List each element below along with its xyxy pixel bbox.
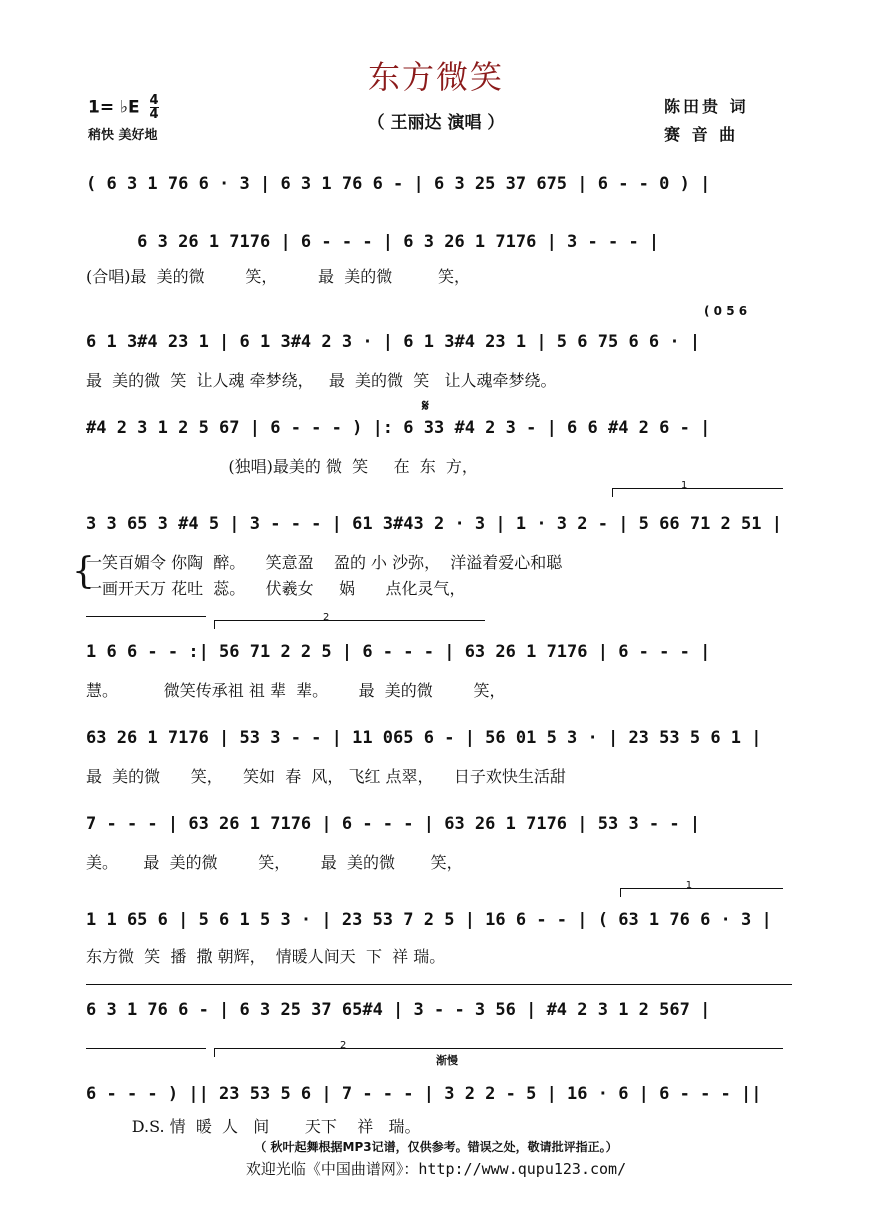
lyric-row-9: 东方微 笑 播 撒 朝辉， 情暖人间天 下 祥 瑞。 <box>86 947 446 966</box>
notation-row-8: 7 - - - | 63 26 1 7176 | 6 - - - | 63 26 1 7176 | 53 3 - - | <box>86 814 701 834</box>
lyric-row-5-verse-1: 一笑百媚令 你陶 醉。 笑意盈 盈的 小 沙弥， 洋溢着爱心和聪 <box>86 553 563 572</box>
tempo-change-rit: 渐慢 <box>436 1054 458 1067</box>
notation-row-5: 3 3 65 3 #4 5 | 3 - - - | 61 3#43 2 · 3 | 1 · 3 2 - | 5 66 71 2 51 | <box>86 514 782 534</box>
intro-fill-notes: ( 0 5 6 <box>704 304 748 318</box>
volta-label-2: 2 <box>323 612 330 623</box>
volta-bracket-1 <box>612 480 783 497</box>
singer-line: （ 王丽达 演唱 ） <box>367 113 505 133</box>
lyric-row-11: D.S. 情 暖 人 间 天下 祥 瑞。 <box>86 1117 421 1136</box>
lyric-row-4: (独唱)最美的 微 笑 在 东 方， <box>86 457 478 476</box>
transcriber-note: （ 秋叶起舞根据MP3记谱，仅供参考。错误之处，敬请批评指正。） <box>254 1140 618 1154</box>
lyric-row-7: 最 美的微 笑， 笑如 春 风， 飞红 点翠， 日子欢快生活甜 <box>86 767 566 786</box>
lyric-row-6: 慧。 微笑传承祖 祖 辈 辈。 最 美的微 笑， <box>86 681 506 700</box>
notation-row-9: 1 1 65 6 | 5 6 1 5 3 · | 23 53 7 2 5 | 16 6 - - | ( 63 1 76 6 · 3 | <box>86 910 772 930</box>
notation-row-3: 6 1 3#4 23 1 | 6 1 3#4 2 3 · | 6 1 3#4 23 1 | 5 6 75 6 6 · | <box>86 332 701 352</box>
lyricist-credit: 陈田贵 词 <box>664 97 749 116</box>
lyric-row-3: 最 美的微 笑 让人魂 牵梦绕， 最 美的微 笑 让人魂牵梦绕。 <box>86 371 557 390</box>
notation-row-11: 6 - - - ) || 23 53 5 6 | 7 - - - | 3 2 2 - 5 | 16 · 6 | 6 - - - || <box>86 1084 762 1104</box>
divider-line <box>86 984 792 985</box>
site-credit: 欢迎光临《中国曲谱网》：http://www.qupu123.com/ <box>245 1160 627 1178</box>
volta-line-1b-end <box>86 1048 206 1049</box>
tempo-marking: 稍快 美好地 <box>88 128 158 143</box>
notation-row-7: 63 26 1 7176 | 53 3 - - | 11 065 6 - | 56 01 5 3 · | 23 53 5 6 1 | <box>86 728 762 748</box>
key-label: 1= ♭E <box>88 97 140 118</box>
notation-row-4: #4 2 3 1 2 5 67 | 6 - - - ) |: 6 33 #4 2 3 - | 6 6 #4 2 6 - | <box>86 418 711 438</box>
verse-brace: { <box>72 551 95 592</box>
notation-row-2: 6 3 26 1 7176 | 6 - - - | 6 3 26 1 7176 | 3 - - - | <box>86 232 660 252</box>
notation-row-1: ( 6 3 1 76 6 · 3 | 6 3 1 76 6 - | 6 3 25 37 675 | 6 - - 0 ) | <box>86 174 711 194</box>
time-bottom: 4 <box>149 107 159 122</box>
volta-bracket-2b <box>214 1040 783 1057</box>
volta-bracket-1b <box>620 880 783 897</box>
notation-row-10: 6 3 1 76 6 - | 6 3 25 37 65#4 | 3 - - 3 56 | #4 2 3 1 2 567 | <box>86 1000 711 1020</box>
lyric-row-8: 美。 最 美的微 笑， 最 美的微 笑， <box>86 853 463 872</box>
lyric-row-2: (合唱)最 美的微 笑， 最 美的微 笑， <box>86 267 470 286</box>
key-signature <box>88 94 159 121</box>
time-top: 4 <box>149 93 159 108</box>
volta-bracket-2 <box>214 612 485 629</box>
composer-credit: 赛 音 曲 <box>664 125 739 144</box>
volta-line-1-end <box>86 616 206 617</box>
segno-sign: 𝄋 <box>422 396 429 415</box>
song-title: 东方微笑 <box>367 58 504 96</box>
lyric-row-5-verse-2: 一画开天万 花吐 蕊。 伏羲女 娲 点化灵气， <box>86 579 466 598</box>
volta-label-2b: 2 <box>339 1040 347 1051</box>
time-signature <box>150 94 159 121</box>
volta-label-1: 1 <box>681 480 688 491</box>
volta-label-1b: 1 <box>685 880 693 891</box>
notation-row-6: 1 6 6 - - :| 56 71 2 2 5 | 6 - - - | 63 26 1 7176 | 6 - - - | <box>86 642 711 662</box>
